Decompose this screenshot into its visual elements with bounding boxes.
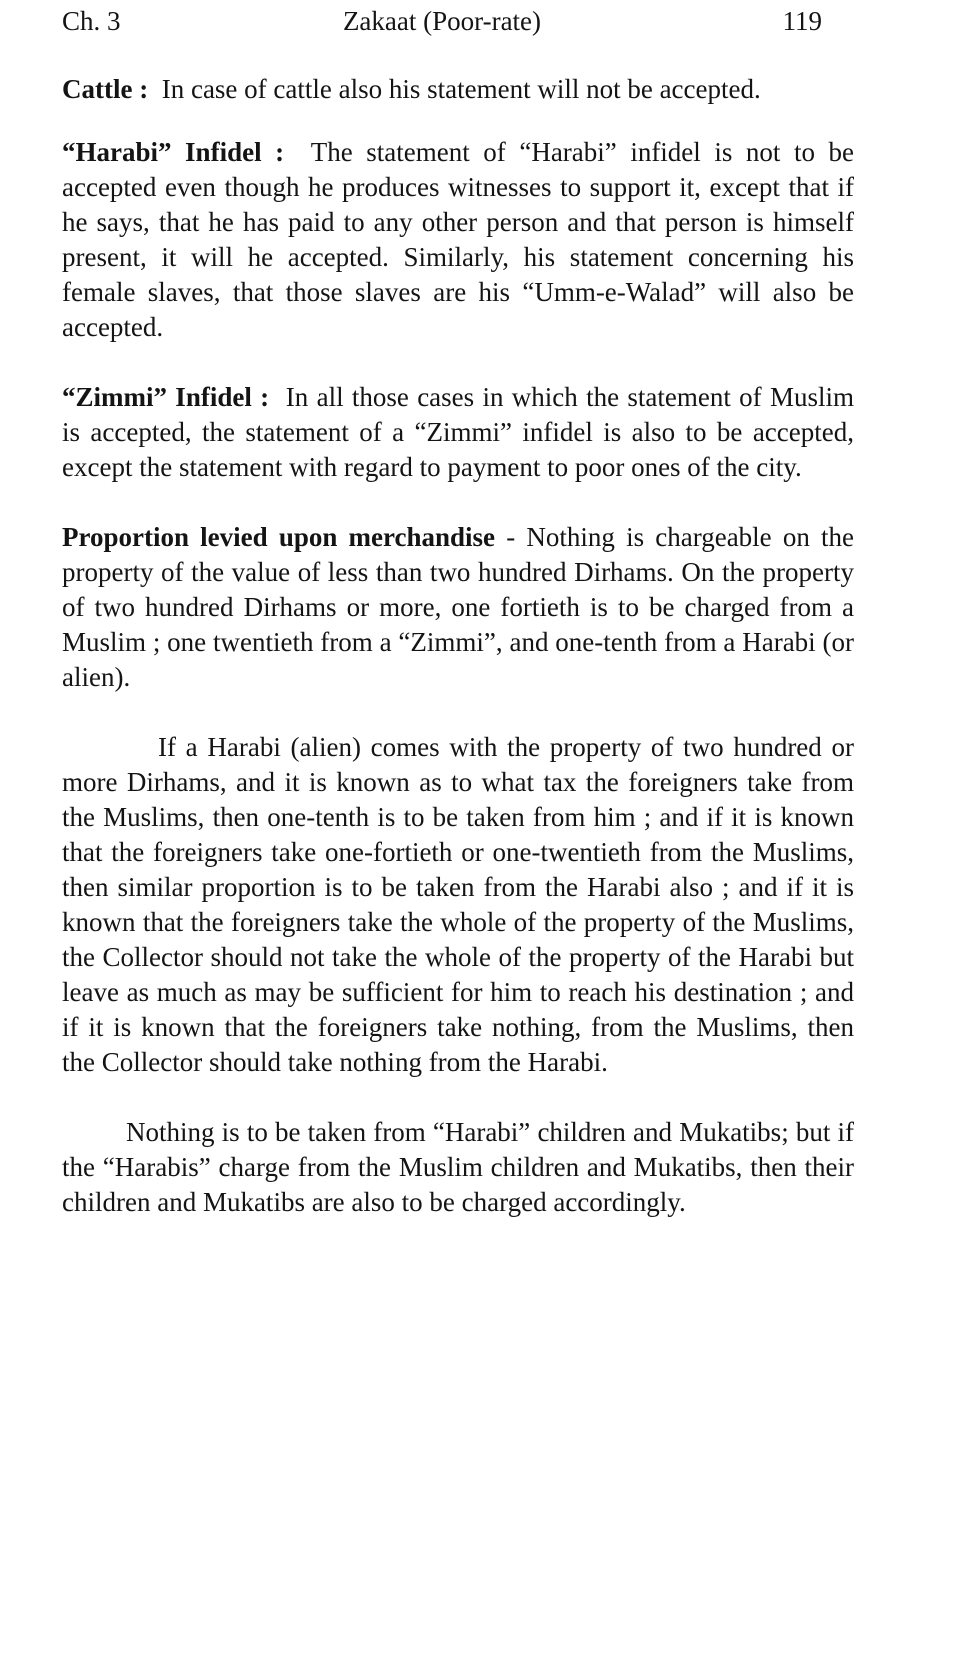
chapter-title: Zakaat (Poor-rate): [342, 6, 542, 36]
paragraph-proportion-merchandise: [62, 520, 854, 695]
paragraph-harabi-infidel: [62, 135, 854, 345]
paragraph-text: Nothing is to be taken from “Harabi” children and Mukatibs; but if the “Harabis” charge from the Muslim children and Mukatibs, then their children and Mukatibs are also to be charged accordingly.: [62, 1117, 854, 1217]
paragraph-zimmi-infidel: [62, 380, 854, 485]
paragraph-heading: Cattle :: [62, 74, 149, 104]
paragraph-cattle: [62, 72, 854, 107]
paragraph-text: In all those cases in which the statement of Muslim is accepted, the statement of a “Zimmi” infidel is also to be accepted, except the statement with regard to payment to poor ones of the city.: [62, 382, 854, 482]
page-number: 119: [782, 6, 822, 36]
heading-separator: -: [506, 522, 516, 552]
running-header: [62, 4, 822, 38]
paragraph-text: Nothing is chargeable on the property of the value of less than two hundred Dirhams. On the property of two hundred Dirhams or more, one fortieth is to be charged from a Muslim ; one twentieth from a “Zimmi”, and one-tenth from a Harabi (or alien).: [62, 522, 854, 692]
paragraph-text: In case of cattle also his statement will not be accepted.: [161, 74, 761, 104]
chapter-label: Ch. 3: [62, 6, 121, 36]
paragraph-text: The statement of “Harabi” infidel is not to be accepted even though he produces witnesses to support it, except that if he says, that he has paid to any other person and that person is himself present, it will he accepted. Similarly, his statement concerning his female slaves, that those slaves are his “Umm-e-Walad” will also be accepted.: [62, 137, 855, 342]
paragraph-text: If a Harabi (alien) comes with the property of two hundred or more Dirhams, and it is known as to what tax the foreigners take from the Muslims, then one-tenth is to be taken from him ; and if it is known that the foreigners take one-fortieth or one-twentieth from the Muslims, then similar proportion is to be taken from the Harabi also ; and if it is known that the foreigners take the whole of the property of the Muslims, the Collector should not take the whole of the property of the Harabi but leave as much as may be sufficient for him to reach his destination ; and if it is known that the foreigners take nothing, from the Muslims, then the Collector should take nothing from the Harabi.: [62, 732, 854, 1077]
paragraph-heading: “Zimmi” Infidel :: [62, 382, 270, 412]
paragraph-heading: Proportion levied upon merchandise: [62, 522, 496, 552]
page-body: [62, 72, 854, 1255]
paragraph-harabi-alien: [62, 730, 854, 1080]
paragraph-heading: “Harabi” Infidel :: [62, 137, 285, 167]
paragraph-children-mukatibs: [62, 1115, 854, 1220]
